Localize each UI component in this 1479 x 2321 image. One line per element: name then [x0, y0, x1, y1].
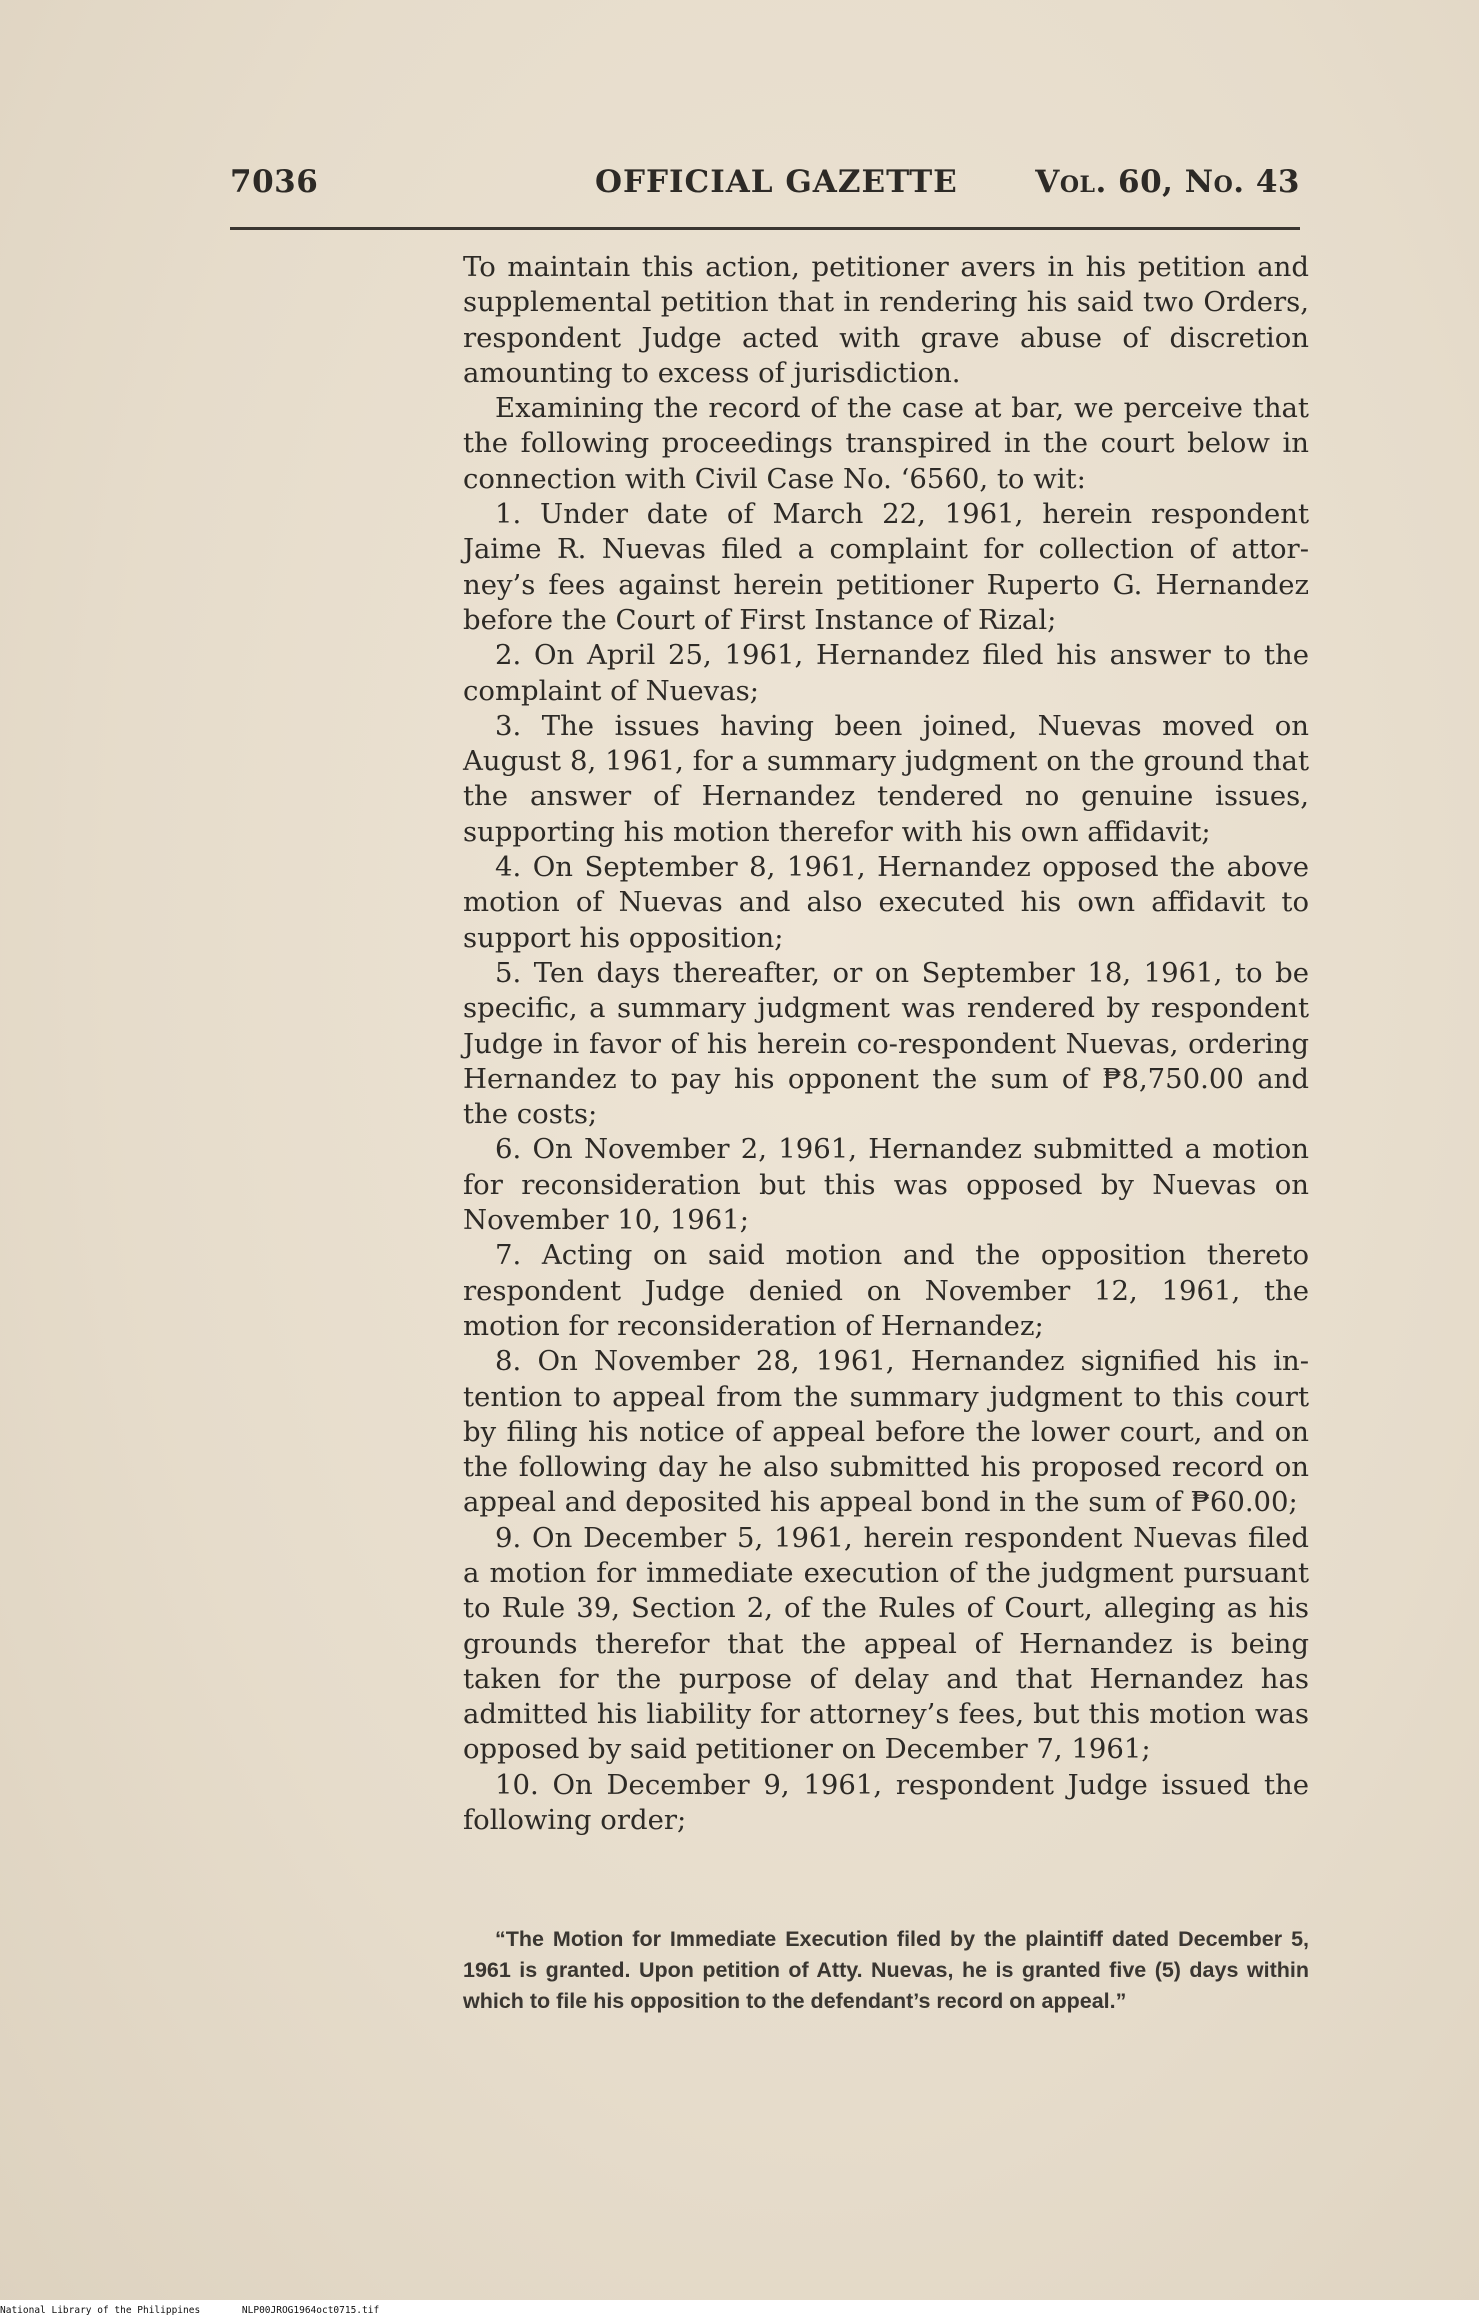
publication-title: OFFICIAL GAZETTE	[595, 164, 958, 200]
paragraph: 8. On November 28, 1961, Hernandez signified his intention to appeal from the summary judgment to this court by filing his notice of appeal before the lower court, and on the following day he also submitted his proposed record on appeal and deposited his appeal bond in the sum of ₱60.00;	[463, 1345, 1309, 1519]
paragraph: 4. On September 8, 1961, Hernandez opposed the above motion of Nuevas and also executed his own affidavit to support his opposition;	[463, 851, 1309, 954]
scan-footer	[0, 2300, 1479, 2321]
paragraph: 10. On December 9, 1961, respondent Judge issued the following order;	[463, 1768, 1309, 1837]
header-rule	[230, 227, 1300, 230]
volume-number: Vol. 60, No. 43	[1035, 164, 1300, 200]
page-header	[230, 164, 1300, 214]
paragraph: 3. The issues having been joined, Nuevas moved on August 8, 1961, for a summary judgment on the ground that the answer of Hernandez tendered no genuine issues, supporting his motion therefor with his own affidavit;	[463, 709, 1309, 848]
quoted-order	[463, 1924, 1309, 2017]
body-text	[463, 250, 1309, 1838]
scan-filename: NLP00JROG1964oct0715.tif	[241, 2305, 380, 2316]
paragraph: 6. On November 2, 1961, Hernandez submitted a motion for reconsideration but this was opposed by Nuevas on November 10, 1961;	[463, 1133, 1309, 1237]
page-number: 7036	[230, 164, 319, 200]
paragraph: 2. On April 25, 1961, Hernandez filed his answer to the complaint of Nuevas;	[463, 639, 1309, 707]
quoted-order-text: “The Motion for Immediate Execution filed by the plaintiff dated December 5, 1961 is granted. Upon petition of Atty. Nuevas, he is granted five (5) days within which to file his opposition to the defendant’s record on appeal.”	[463, 1927, 1309, 2013]
paragraph: 7. Acting on said motion and the opposition thereto respondent Judge denied on November 12, 1961, the motion for reconsideration of Hernandez;	[463, 1239, 1309, 1342]
paragraph: 9. On December 5, 1961, herein respondent Nuevas filed a motion for immediate execution of the judgment pursuant to Rule 39, Section 2, of the Rules of Court, alleging as his grounds therefor that the appeal of Hernandez is being taken for the purpose of delay and that Hernandez has admitted his liability for attorney’s fees, but this motion was opposed by said petitioner on December 7, 1961;	[463, 1521, 1309, 1766]
library-credit: National Library of the Philippines	[0, 2305, 201, 2316]
paragraph: 1. Under date of March 22, 1961, herein respondent Jaime R. Nuevas filed a complaint for collection of attorney’s fees against herein petitioner Ruperto G. Hernandez before the Court of First Instance of Rizal;	[463, 498, 1309, 636]
paragraph: To maintain this action, petitioner avers in his petition and supplemental petition that in rendering his said two Orders, respondent Judge acted with grave abuse of discretion amounting to excess of jurisdiction.	[463, 251, 1309, 389]
paragraph: Examining the record of the case at bar, we perceive that the following proceedings transpired in the court below in connection with Civil Case No. ʻ6560, to wit:	[463, 392, 1309, 495]
paragraph: 5. Ten days thereafter, or on September 18, 1961, to be specific, a summary judgment was rendered by respondent Judge in favor of his herein co-respondent Nuevas, ordering Hernandez to pay his opponent the sum of ₱8,750.00 and the costs;	[463, 956, 1309, 1131]
